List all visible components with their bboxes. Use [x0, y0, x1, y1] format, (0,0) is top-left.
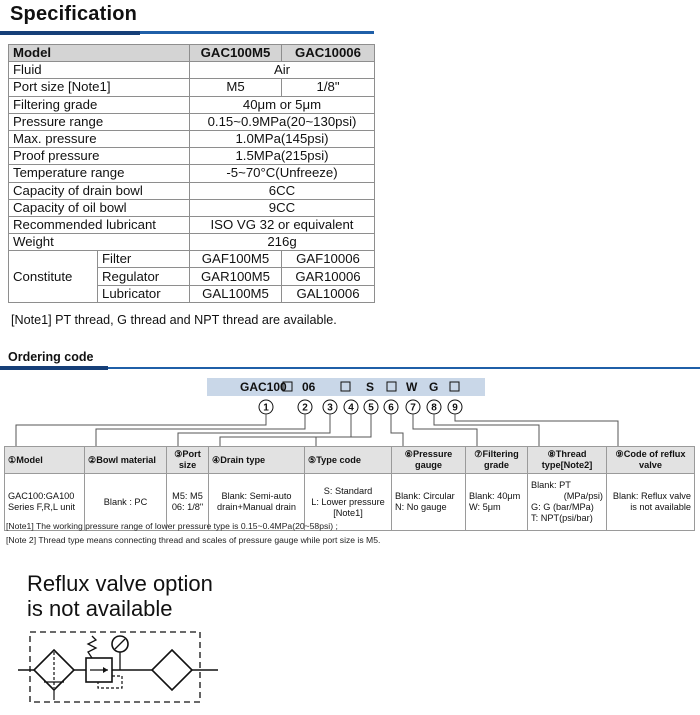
- spec-row-label: Fluid: [9, 62, 190, 79]
- spec-constitute-item: Filter: [98, 251, 190, 268]
- ordering-column-value-text: T: NPT(psi/bar): [531, 513, 593, 523]
- code-marker-number: 4: [348, 402, 354, 414]
- ordering-column-value: [466, 474, 528, 531]
- ordering-column-value: [607, 474, 695, 531]
- code-grade-text: G: [429, 380, 439, 394]
- spec-row-label: Proof pressure: [9, 148, 190, 165]
- ordering-column-header-text: gauge: [414, 460, 443, 470]
- ordering-column-header-text: ③Port: [174, 449, 201, 459]
- code-leader-lines: [16, 414, 618, 446]
- ordering-column-header-text: ⑧Thread: [547, 449, 587, 459]
- spec-row-value: ISO VG 32 or equivalent: [190, 216, 375, 233]
- spec-row-value: 1.0MPa(145psi): [190, 130, 375, 147]
- spec-row-value: Air: [190, 62, 375, 79]
- ordering-column-value-text: (MPa/psi): [563, 491, 603, 501]
- code-marker-number: 1: [263, 402, 269, 414]
- ordering-column-header: [466, 447, 528, 474]
- spring-icon: [88, 636, 96, 658]
- ordering-title: Ordering code: [8, 350, 94, 364]
- ordering-column-value-text: S: Standard: [323, 485, 373, 496]
- lubricator-symbol-icon: [152, 650, 192, 690]
- spec-row-value: 40μm or 5μm: [190, 96, 375, 113]
- ordering-column-value: [392, 474, 466, 531]
- code-leader-line: [220, 414, 351, 446]
- spec-row-label: Capacity of drain bowl: [9, 182, 190, 199]
- spec-row-value: 6CC: [190, 182, 375, 199]
- code-leader-line: [96, 414, 305, 446]
- spec-row-value: -5~70°C(Unfreeze): [190, 165, 375, 182]
- spec-row: [9, 96, 375, 113]
- code-port-text: 06: [302, 380, 316, 394]
- spec-title-rule-accent: [0, 31, 140, 35]
- spec-row-value: 216g: [190, 234, 375, 251]
- ordering-column-value-text: W: 5μm: [469, 502, 501, 512]
- code-marker-number: 3: [327, 402, 333, 414]
- code-model-text: GAC100: [240, 380, 287, 394]
- reflux-title-line-1: Reflux valve option: [27, 571, 213, 596]
- spec-header-model-1: GAC100M5: [190, 45, 282, 62]
- code-leader-line: [455, 414, 618, 446]
- spec-row-label: Capacity of oil bowl: [9, 199, 190, 216]
- code-slot-box: [387, 382, 396, 391]
- spec-row: [9, 216, 375, 233]
- ordering-column-value-text: Series F,R,L unit: [8, 502, 76, 512]
- spec-note: [Note1] PT thread, G thread and NPT thread are available.: [11, 313, 337, 327]
- spec-row: [9, 130, 375, 147]
- spec-row-label: Filtering grade: [9, 96, 190, 113]
- spec-row: [9, 165, 375, 182]
- ordering-column-header-text: ⑦Filtering: [474, 449, 519, 459]
- spec-constitute-value-2: GAL10006: [282, 285, 375, 302]
- ordering-column-header-text: ⑨Code of reflux: [615, 449, 686, 459]
- code-marker-number: 7: [410, 402, 416, 414]
- code-marker-number: 2: [302, 402, 308, 414]
- ordering-column-header-text: ⑤Type code: [308, 454, 361, 465]
- code-leader-line: [178, 414, 330, 446]
- spec-constitute-value-1: GAF100M5: [190, 251, 282, 268]
- ordering-column-header: [305, 447, 392, 474]
- ordering-column-header-text: ①Model: [8, 454, 43, 465]
- ordering-column-header-text: grade: [483, 460, 510, 470]
- spec-header-label: Model: [9, 45, 190, 62]
- ordering-column-header: [607, 447, 695, 474]
- spec-row-label: Temperature range: [9, 165, 190, 182]
- ordering-note-2: [Note 2] Thread type means connecting thread and scales of pressure gauge while port size is M5.: [6, 535, 381, 545]
- ordering-column-value-text: Blank : PC: [103, 496, 148, 507]
- ordering-column-value-text: N: No gauge: [395, 502, 447, 512]
- spec-constitute-value-1: GAR100M5: [190, 268, 282, 285]
- spec-row-label: Pressure range: [9, 113, 190, 130]
- ordering-column-value-text: G: G (bar/MPa): [531, 502, 594, 512]
- spec-row-label: Weight: [9, 234, 190, 251]
- ordering-column-header-text: valve: [639, 460, 662, 470]
- ordering-note-1: [Note1] The working pressure range of lower pressure type is 0.15~0.4MPa(20~58psi) ;: [6, 521, 338, 531]
- spec-constitute-label: Constitute: [9, 251, 98, 303]
- code-marker-number: 8: [431, 402, 437, 414]
- reflux-title-line-2: is not available: [27, 596, 173, 621]
- spec-row: [9, 113, 375, 130]
- ordering-column-header-text: size: [178, 460, 197, 470]
- spec-row-label: Port size [Note1]: [9, 79, 190, 96]
- spec-row: [9, 182, 375, 199]
- ordering-column-value: [528, 474, 607, 531]
- ordering-column-value-text: Blank: PT: [531, 480, 571, 490]
- ordering-column-value-text: M5: M5: [172, 491, 203, 501]
- spec-header-model-2: GAC10006: [282, 45, 375, 62]
- code-type-text: S: [366, 380, 375, 394]
- code-gauge-text: W: [406, 380, 418, 394]
- ordering-column-value-text: drain+Manual drain: [217, 502, 296, 512]
- ordering-column-header: [209, 447, 305, 474]
- code-leader-line: [413, 414, 477, 446]
- code-slot-box: [341, 382, 350, 391]
- ordering-column-value-text: L: Lower pressure: [311, 496, 385, 507]
- ordering-column-header: [392, 447, 466, 474]
- spec-row: [9, 148, 375, 165]
- spec-constitute-item: Regulator: [98, 268, 190, 285]
- ordering-header-row: [5, 447, 695, 474]
- spec-row: [9, 234, 375, 251]
- ordering-column-value-text: Blank: 40μm: [469, 491, 521, 501]
- ordering-code-diagram: [0, 376, 700, 446]
- ordering-column-header-text: ⑥Pressure: [404, 449, 453, 459]
- code-leader-line: [391, 414, 403, 446]
- ordering-column-header-text: ④Drain type: [212, 454, 266, 465]
- frl-unit-symbol-icon: [18, 630, 218, 710]
- spec-row-value: 0.15~0.9MPa(20~130psi): [190, 113, 375, 130]
- spec-header-row: [9, 45, 375, 62]
- ordering-table: [4, 446, 695, 531]
- ordering-column-header: [167, 447, 209, 474]
- spec-row-value: 9CC: [190, 199, 375, 216]
- spec-constitute-value-1: GAL100M5: [190, 285, 282, 302]
- spec-constitute-value-2: GAF10006: [282, 251, 375, 268]
- ordering-column-value-text: Blank: Semi-auto: [221, 491, 292, 501]
- spec-constitute-row: [9, 251, 375, 268]
- spec-row: [9, 79, 375, 96]
- code-leader-line: [16, 414, 266, 446]
- ordering-title-rule-accent: [0, 366, 108, 370]
- spec-title: Specification: [10, 3, 138, 25]
- code-leader-line: [316, 414, 371, 446]
- spec-row-label: Max. pressure: [9, 130, 190, 147]
- spec-constitute-item: Lubricator: [98, 285, 190, 302]
- ordering-column-value-text: Blank: Circular: [395, 491, 455, 501]
- code-markers: [259, 400, 462, 414]
- code-marker-number: 5: [368, 402, 374, 414]
- ordering-column-header-text: type[Note2]: [541, 460, 593, 470]
- code-slot-box: [450, 382, 459, 391]
- spec-row-label: Recommended lubricant: [9, 216, 190, 233]
- code-marker-number: 9: [452, 402, 458, 414]
- spec-row: [9, 199, 375, 216]
- spec-row: [9, 62, 375, 79]
- spec-row-value: 1.5MPa(215psi): [190, 148, 375, 165]
- ordering-column-value-text: is not available: [630, 502, 691, 512]
- ordering-column-header: [85, 447, 167, 474]
- code-leader-line: [434, 414, 539, 446]
- ordering-column-value-text: GAC100:GA100: [8, 491, 75, 501]
- code-marker-number: 6: [388, 402, 394, 414]
- ordering-column-header: [528, 447, 607, 474]
- ordering-column-value-text: 06: 1/8": [171, 502, 204, 512]
- ordering-column-value-text: Blank: Reflux valve: [612, 491, 691, 501]
- ordering-column-header: [5, 447, 85, 474]
- spec-row-value-1: M5: [190, 79, 282, 96]
- ordering-column-header-text: ②Bowl material: [88, 454, 156, 465]
- ordering-column-value-text: [Note1]: [333, 507, 363, 518]
- spec-table: [8, 44, 375, 303]
- spec-constitute-value-2: GAR10006: [282, 268, 375, 285]
- spec-row-value-2: 1/8": [282, 79, 375, 96]
